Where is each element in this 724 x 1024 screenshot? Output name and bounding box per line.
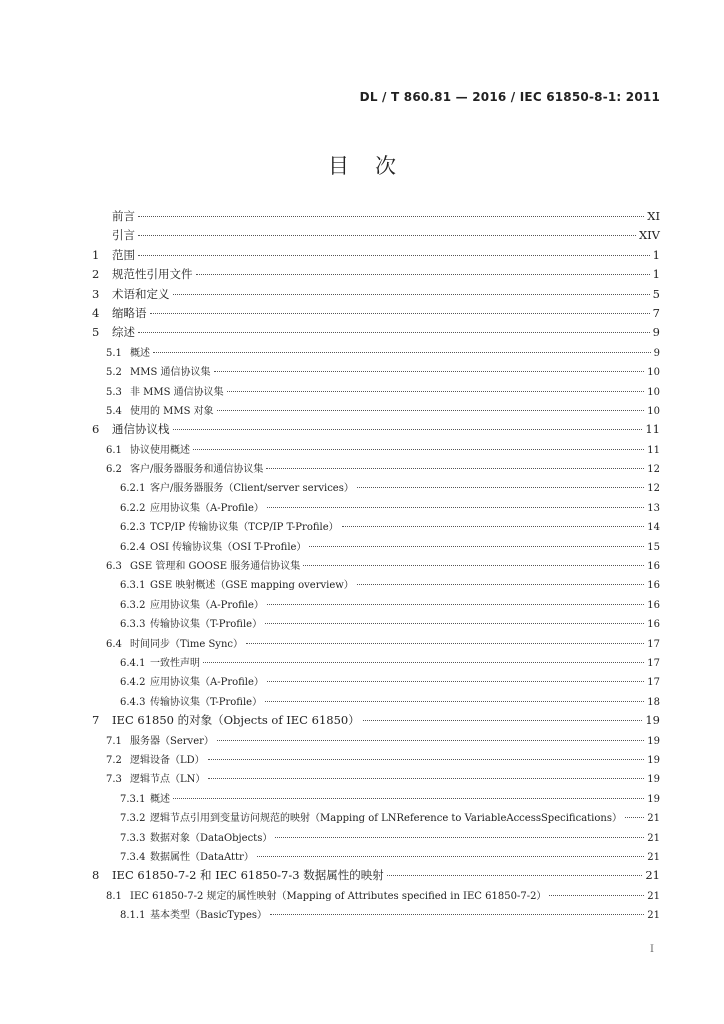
toc-entry-page: 19 [647, 793, 660, 805]
toc-entry[interactable] [92, 460, 660, 479]
toc-entry-label: IEC 61850-7-2 和 IEC 61850-7-3 数据属性的映射 [112, 868, 384, 883]
toc-entry-number: 6.3.1 [120, 580, 146, 592]
toc-entry[interactable] [92, 809, 660, 828]
toc-entry[interactable] [92, 635, 660, 654]
toc-entry-label: 基本类型（BasicTypes） [150, 910, 268, 922]
toc-entry-page: 16 [647, 599, 660, 611]
toc-entry-page: 21 [647, 832, 660, 844]
dot-leader [138, 332, 650, 333]
toc-entry-number: 6.4.1 [120, 657, 146, 669]
toc-entry-page: 15 [647, 541, 660, 553]
toc-entry-page: 13 [647, 502, 660, 514]
toc-entry-page: 10 [647, 386, 660, 398]
page-number: I [650, 944, 654, 955]
toc-entry[interactable] [92, 770, 660, 789]
dot-leader [150, 313, 650, 314]
toc-entry[interactable] [92, 286, 660, 305]
toc-entry-page: 19 [647, 774, 660, 786]
toc-entry-label: 传输协议集（T-Profile） [150, 619, 263, 631]
toc-entry-number: 6.3 [106, 561, 122, 573]
toc-entry[interactable] [92, 829, 660, 848]
dot-leader [265, 623, 644, 624]
dot-leader [257, 856, 644, 857]
toc-entry-number: 6.4.3 [120, 696, 146, 708]
toc-entry[interactable] [92, 266, 660, 285]
toc-entry-label: 应用协议集（A-Profile） [150, 502, 264, 514]
dot-leader [203, 662, 644, 663]
toc-entry-number: 6.2.2 [120, 502, 146, 514]
toc-entry-page: 5 [652, 286, 660, 301]
toc-entry-label: IEC 61850-7-2 规定的属性映射（Mapping of Attributes specified in IEC 61850-7-2） [130, 890, 547, 902]
toc-entry-label: 规范性引用文件 [112, 267, 193, 282]
dot-leader [363, 720, 643, 721]
dot-leader [217, 740, 644, 741]
toc-entry[interactable] [92, 538, 660, 557]
toc-entry[interactable] [92, 499, 660, 518]
toc-entry[interactable] [92, 402, 660, 421]
toc-entry-number: 6.1 [106, 444, 122, 456]
toc-entry-label: 一致性声明 [150, 657, 200, 669]
toc-entry-page: 19 [647, 754, 660, 766]
toc-entry-number: 7.2 [106, 754, 122, 766]
dot-leader [303, 565, 644, 566]
toc-entry[interactable] [92, 732, 660, 751]
dot-leader [357, 584, 644, 585]
toc-entry-number: 6.4 [106, 638, 122, 650]
toc-entry[interactable] [92, 654, 660, 673]
toc-entry-page: 1 [652, 267, 660, 282]
toc-entry-page: 16 [647, 619, 660, 631]
toc-entry-label: OSI 传输协议集（OSI T-Profile） [150, 541, 307, 553]
toc-entry-number: 5.3 [106, 386, 122, 398]
toc-entry-number: 7 [92, 713, 100, 728]
dot-leader [208, 759, 645, 760]
toc-entry-label: 服务器（Server） [130, 735, 214, 747]
dot-leader [193, 449, 644, 450]
dot-leader [217, 410, 645, 411]
dot-leader [196, 274, 650, 275]
toc-entry-label: 客户/服务器服务和通信协议集 [130, 464, 264, 476]
toc-entry-number: 5.2 [106, 367, 122, 379]
toc-entry-page: 16 [647, 561, 660, 573]
toc-entry[interactable] [92, 867, 660, 886]
toc-entry-label: 通信协议栈 [112, 422, 170, 437]
toc-entry-page: XIV [638, 228, 660, 243]
dot-leader [625, 817, 644, 818]
toc-entry-page: 9 [653, 347, 660, 359]
toc-entry[interactable] [92, 790, 660, 809]
toc-entry-label: 客户/服务器服务（Client/server services） [150, 483, 354, 495]
toc-entry-page: 17 [647, 677, 660, 689]
toc-entry-label: 逻辑节点引用到变量访问规范的映射（Mapping of LNReference to VariableAccessSpecifications） [150, 813, 622, 825]
dot-leader [173, 798, 644, 799]
dot-leader [357, 487, 644, 488]
dot-leader [138, 235, 636, 236]
toc-entry-number: 5 [92, 325, 100, 340]
toc-entry-label: 传输协议集（T-Profile） [150, 696, 263, 708]
dot-leader [173, 294, 650, 295]
toc-entry-number: 7.3.4 [120, 851, 146, 863]
toc-entry-page: 1 [652, 247, 660, 262]
toc-entry-label: 应用协议集（A-Profile） [150, 677, 264, 689]
toc-entry-page: 19 [647, 735, 660, 747]
toc-entry-label: 逻辑设备（LD） [130, 754, 205, 766]
dot-leader [208, 778, 644, 779]
toc-entry[interactable] [92, 557, 660, 576]
toc-entry-label: 概述 [130, 347, 150, 359]
table-of-contents [92, 208, 660, 925]
toc-entry-page: 21 [647, 890, 660, 902]
dot-leader [138, 255, 650, 256]
toc-entry-number: 6.4.2 [120, 677, 146, 689]
toc-entry[interactable] [92, 518, 660, 537]
toc-entry-page: 18 [647, 696, 660, 708]
toc-entry[interactable] [92, 227, 660, 246]
toc-entry[interactable] [92, 673, 660, 692]
toc-entry[interactable] [92, 751, 660, 770]
toc-entry-page: 10 [647, 405, 660, 417]
dot-leader [267, 681, 644, 682]
toc-entry[interactable] [92, 693, 660, 712]
dot-leader [549, 895, 644, 896]
toc-entry-page: 14 [647, 522, 660, 534]
toc-entry[interactable] [92, 441, 660, 460]
toc-entry-number: 6.2.4 [120, 541, 146, 553]
toc-entry-label: GSE 管理和 GOOSE 服务通信协议集 [130, 561, 301, 573]
dot-leader [387, 875, 643, 876]
toc-entry[interactable] [92, 247, 660, 266]
toc-entry-number: 5.4 [106, 405, 122, 417]
toc-entry-label: 缩略语 [112, 305, 147, 320]
toc-entry-page: 19 [645, 713, 660, 728]
toc-entry-page: 16 [647, 580, 660, 592]
toc-entry-number: 5.1 [106, 347, 122, 359]
dot-leader [342, 526, 645, 527]
toc-entry-label: 应用协议集（A-Profile） [150, 599, 264, 611]
toc-entry-number: 6.2.3 [120, 522, 146, 534]
toc-entry-label: 逻辑节点（LN） [130, 774, 206, 786]
dot-leader [138, 216, 644, 217]
toc-entry[interactable] [92, 383, 660, 402]
toc-entry-number: 7.3.3 [120, 832, 146, 844]
toc-entry[interactable] [92, 712, 660, 731]
toc-entry-label: TCP/IP 传输协议集（TCP/IP T-Profile） [150, 522, 339, 534]
toc-entry-number: 8.1.1 [120, 910, 146, 922]
toc-entry-page: 17 [647, 638, 660, 650]
toc-entry-page: 9 [652, 325, 660, 340]
toc-entry[interactable] [92, 421, 660, 440]
toc-entry-label: 数据对象（DataObjects） [150, 832, 273, 844]
toc-entry-label: 非 MMS 通信协议集 [130, 386, 224, 398]
toc-entry-number: 6.2.1 [120, 483, 146, 495]
toc-entry-number: 8 [92, 868, 100, 883]
toc-entry-label: 范围 [112, 247, 135, 262]
toc-entry[interactable] [92, 479, 660, 498]
toc-entry-label: 时间同步（Time Sync） [130, 638, 243, 650]
toc-entry-number: 7.3 [106, 774, 122, 786]
toc-entry-page: 10 [647, 367, 660, 379]
toc-entry[interactable] [92, 324, 660, 343]
toc-entry-number: 7.1 [106, 735, 122, 747]
dot-leader [265, 701, 644, 702]
toc-entry-page: 21 [647, 813, 660, 825]
dot-leader [227, 391, 645, 392]
dot-leader [267, 507, 644, 508]
toc-entry-label: 综述 [112, 325, 135, 340]
toc-entry-number: 8.1 [106, 890, 122, 902]
dot-leader [173, 429, 643, 430]
toc-entry-label: 概述 [150, 793, 170, 805]
toc-entry-page: 11 [647, 444, 660, 456]
toc-entry[interactable] [92, 596, 660, 615]
toc-entry-label: 术语和定义 [112, 286, 170, 301]
toc-entry-label: 协议使用概述 [130, 444, 190, 456]
dot-leader [246, 643, 644, 644]
toc-entry[interactable] [92, 615, 660, 634]
document-header: DL / T 860.81 — 2016 / IEC 61850-8-1: 2011 [359, 90, 660, 104]
page-title: 目次 [328, 154, 422, 178]
toc-entry-label: GSE 映射概述（GSE mapping overview） [150, 580, 354, 592]
toc-entry-label: 使用的 MMS 对象 [130, 405, 214, 417]
toc-entry[interactable] [92, 887, 660, 906]
toc-entry-page: 21 [647, 851, 660, 863]
toc-entry-number: 3 [92, 286, 100, 301]
toc-entry[interactable] [92, 363, 660, 382]
toc-entry[interactable] [92, 305, 660, 324]
toc-entry-number: 7.3.2 [120, 813, 146, 825]
dot-leader [153, 352, 651, 353]
toc-entry-label: 引言 [112, 228, 135, 243]
toc-entry[interactable] [92, 848, 660, 867]
toc-entry-number: 7.3.1 [120, 793, 146, 805]
dot-leader [214, 371, 645, 372]
toc-entry-label: MMS 通信协议集 [130, 367, 211, 379]
dot-leader [309, 546, 644, 547]
toc-entry-page: 21 [645, 868, 660, 883]
toc-entry-label: 数据属性（DataAttr） [150, 851, 254, 863]
dot-leader [275, 837, 644, 838]
toc-entry-number: 6.3.3 [120, 619, 146, 631]
dot-leader [266, 468, 644, 469]
toc-entry-number: 4 [92, 305, 100, 320]
toc-entry-label: 前言 [112, 209, 135, 223]
toc-entry-page: 12 [647, 483, 660, 495]
toc-entry-page: 11 [645, 422, 660, 437]
dot-leader [270, 914, 644, 915]
toc-entry[interactable] [92, 344, 660, 363]
toc-entry[interactable] [92, 576, 660, 595]
toc-entry-number: 6.3.2 [120, 599, 146, 611]
toc-entry-label: IEC 61850 的对象（Objects of IEC 61850） [112, 713, 360, 728]
dot-leader [267, 604, 644, 605]
toc-entry-page: 17 [647, 657, 660, 669]
toc-entry-number: 1 [92, 247, 100, 262]
toc-entry-page: 12 [647, 464, 660, 476]
toc-entry-page: 7 [652, 305, 660, 320]
toc-entry-page: XI [647, 209, 660, 223]
toc-entry-number: 6.2 [106, 464, 122, 476]
toc-entry-number: 2 [92, 267, 100, 282]
toc-entry-number: 6 [92, 422, 100, 437]
toc-entry[interactable] [92, 906, 660, 925]
toc-entry-page: 21 [647, 910, 660, 922]
toc-entry[interactable] [92, 208, 660, 227]
